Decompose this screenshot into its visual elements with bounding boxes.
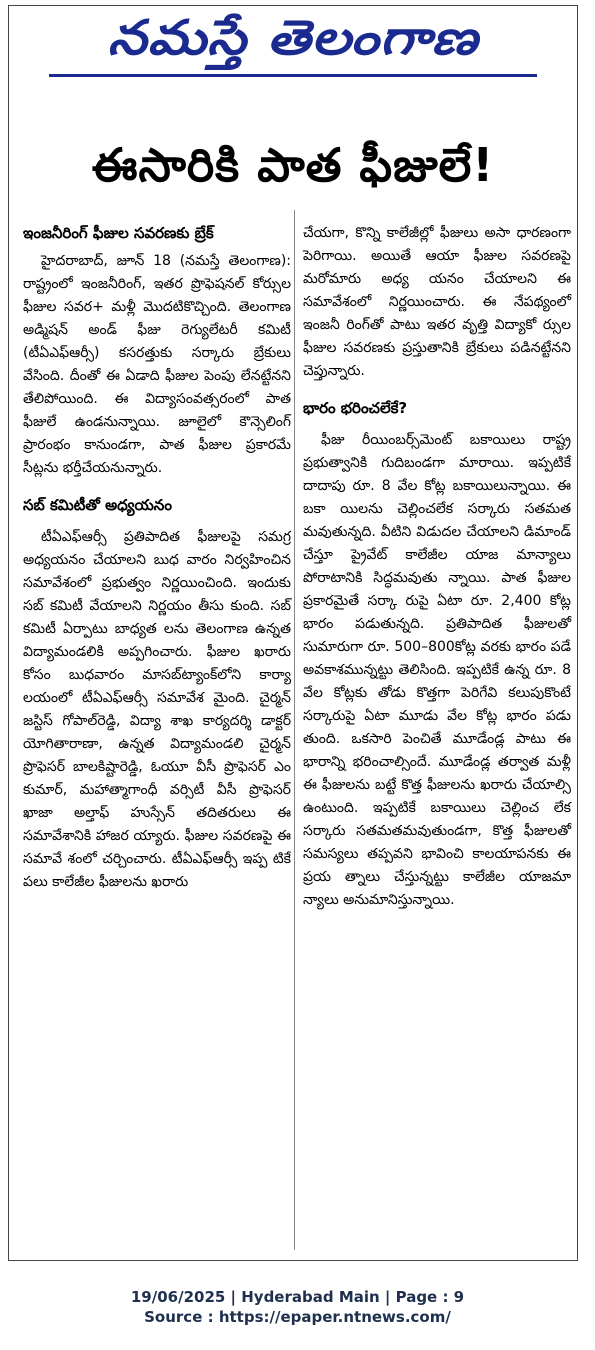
left-subhead-2: సబ్ కమిటీతో అధ్యయనం (23, 496, 172, 514)
masthead-logo: నమస్తే తెలంగాణ (107, 10, 479, 66)
left-subhead: ఇంజనీరింగ్ ఫీజుల సవరణకు బ్రేక్ (23, 224, 214, 242)
news-clipping (8, 5, 578, 1261)
right-subhead: భారం భరించలేకే? (303, 399, 408, 417)
right-paragraph-2: ఫీజు రీయింబర్స్‌మెంట్ బకాయిలు రాష్ట్ర ప్రభుత్వానికి గుదిబండగా మారాయి. ఇప్పటికే దాదాపు రూ. 8 వేల కోట్ల బకాయిలున్నాయి. ఈ బకా యిలను చెల్లించలేక సర్కారు సతమత మవుతున్నది. వీటిని విడుదల చేయాలని డిమాండ్ చేస్తూ ప్రైవేట్ కాలేజీల యాజ మాన్యాలు పోరాటానికి సిద్ధమవుతు న్నాయి. పాత ఫీజుల ప్రకారమైతే సర్కా రుపై ఏటా రూ. 2,400 కోట్ల భారం పడుతున్నది. ప్రతిపాదిత ఫీజులతో సుమారుగా రూ. 500–800కోట్ల వరకు భారం పడే అవకాశమున్నట్టు తెలిసింది. ఇప్పటికే ఉన్న రూ. 8 వేల కోట్లకు తోడు కొత్తగా పెరిగేవి కలుపుకొంటే సర్కారుపై ఏటా మూడు వేల కోట్ల భారం పడు తుంది. ఒకసారి పెంచితే మూడేండ్ల పాటు ఈ భారాన్ని భరించాల్సిందే. మూడేండ్ల తర్వాత మళ్లీ ఈ ఫీజులను బట్టే కొత్త ఫీజులను ఖరారు చేయాల్సి ఉంటుంది. ఇప్పటికే బకాయిలు చెల్లించ లేక సర్కారు సతమతమవుతుండగా, కొత్త ఫీజులతో సమస్యలు తప్పవని భావించి కాలయాపనకు ఈ ప్రయ త్నాలు చేస్తున్నట్టు కాలేజీల యాజమా న్యాలు అనుమానిస్తున్నాయి. (303, 432, 571, 908)
footer (0, 1287, 595, 1327)
right-column (303, 222, 571, 912)
masthead-rule (49, 74, 537, 77)
left-paragraph-1: హైదరాబాద్, జూన్ 18 (నమస్తే తెలంగాణ): రాష్ట్రంలో ఇంజనీరింగ్, ఇతర ప్రొఫెషనల్ కోర్సుల ఫీజుల సవర+ మళ్లీ మొదటికొచ్చింది. తెలంగాణ అడ్మిషన్ అండ్ ఫీజు రెగ్యులేటరీ కమిటీ (టీఏఎఫ్ఆర్సీ) కసరత్తుకు సర్కారు బ్రేకులు వేసింది. దీంతో ఈ ఏడాది ఫీజుల పెంపు లేనట్టేనని తేలిపోయింది. ఈ విద్యాసంవత్సరంలో పాత ఫీజులే ఉండనున్నాయి. జూలైలో కౌన్సెలింగ్ ప్రారంభం కానుండగా, పాత ఫీజుల ప్రకారమే సీట్లను భర్తీచేయనున్నారు. (23, 253, 291, 476)
column-divider (294, 210, 295, 1250)
footer-source: Source : https://epaper.ntnews.com/ (144, 1308, 451, 1326)
right-paragraph-1: చేయగా, కొన్ని కాలేజీల్లో ఫీజులు అసా ధారణంగా పెరిగాయి. అయితే ఆయా ఫీజుల సవరణపై మరోమారు అధ్య యనం చేయాలని ఈ సమావేశంలో నిర్ణయించారు. ఈ నేపథ్యంలో ఇంజనీ రింగ్‌తో పాటు ఇతర వృత్తి విద్యాకో ర్సుల ఫీజుల సవరణకు ప్రస్తుతానికి బ్రేకులు పడినట్టేనని చెప్తున్నారు. (303, 225, 571, 379)
left-paragraph-2: టీఏఎఫ్ఆర్సీ ప్రతిపాదిత ఫీజులపై సమగ్ర అధ్యయనం చేయాలని బుధ వారం నిర్వహించిన సమావేశంలో ప్రభుత్వం నిర్ణయించింది. ఇందుకు సబ్ కమిటీ వేయాలని నిర్ణయం తీసు కుంది. సబ్ కమిటీ ఏర్పాటు బాధ్యత లను తెలంగాణ ఉన్నత విద్యామండలికి అప్పగించారు. ఫీజుల ఖరారు కోసం బుధవారం మాసబ్‌ట్యాంక్‌లోని కార్యా లయంలో టీఏఎఫ్ఆర్సీ సమావేశ మైంది. చైర్మన్ జస్టిస్ గోపాల్‌రెడ్డి, విద్యా శాఖ కార్యదర్శి డాక్టర్ యోగితారాణా, ఉన్నత విద్యామండలి చైర్మన్ ప్రొఫెసర్ బాలకిష్టారెడ్డి, ఓయూ వీసీ ప్రొఫెసర్ ఎం కుమార్, మహాత్మాగాంధీ వర్సిటీ వీసీ ప్రొఫెసర్ ఖాజా అల్తాఫ్ హుస్సేన్ తదితరులు ఈ సమావేశానికి హాజర య్యారు. ఫీజుల సవరణపై ఈ సమావే శంలో చర్చించారు. టీఏఎఫ్ఆర్సీ ఇప్ప టికే పలు కాలేజీల ఫీజులను ఖరారు (23, 529, 291, 890)
article-headline: ఈసారికి పాత ఫీజులే! (91, 138, 495, 192)
footer-date-page: 19/06/2025 | Hyderabad Main | Page : 9 (130, 1288, 465, 1306)
left-column (23, 222, 291, 894)
